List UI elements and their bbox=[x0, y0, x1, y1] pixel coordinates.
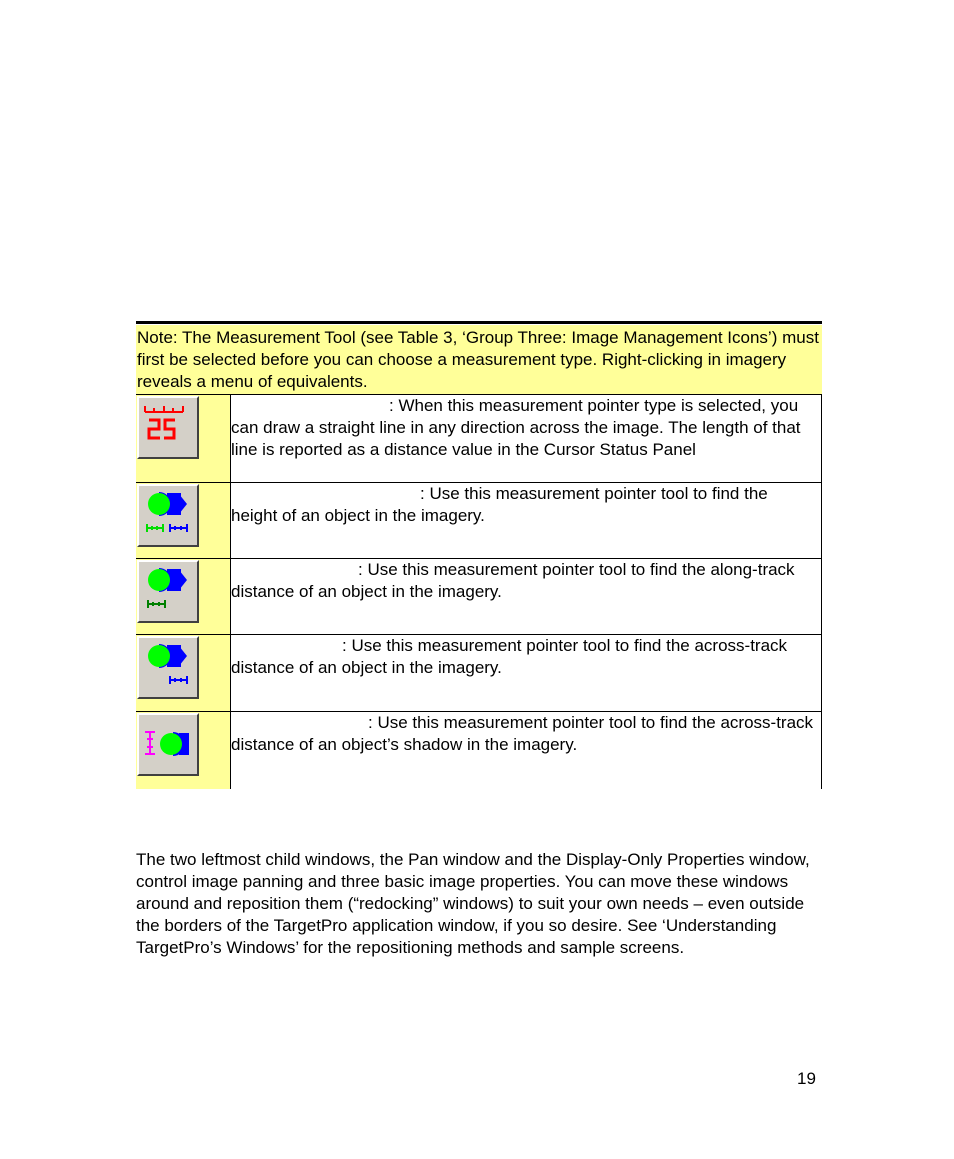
table-row bbox=[136, 635, 822, 712]
page-number: 19 bbox=[797, 1069, 816, 1088]
table-row bbox=[136, 483, 822, 559]
measurement-pointer-table bbox=[136, 321, 822, 789]
ruler-25-icon bbox=[137, 396, 199, 459]
across-track-description: : Use this measurement pointer tool to find the across-track distance of an object in the imagery. bbox=[231, 635, 822, 711]
height-measure-icon bbox=[137, 484, 199, 547]
across-track-measure-icon bbox=[137, 636, 199, 699]
along-track-measure-icon bbox=[137, 560, 199, 623]
height-description: : Use this measurement pointer tool to find the height of an object in the imagery. bbox=[231, 483, 822, 558]
table-row bbox=[136, 712, 822, 789]
shadow-measure-icon bbox=[137, 713, 199, 776]
body-paragraph: The two leftmost child windows, the Pan window and the Display-Only Properties window, control image panning and three basic image properties. You can move these windows around and reposition them (“redocking” windows) to suit your own needs – even outside the borders of the TargetPro application window, if you so desire. See ‘Understanding TargetPro’s Windows’ for the repositioning methods and sample screens. bbox=[136, 850, 810, 957]
table-note: Note: The Measurement Tool (see Table 3, ‘Group Three: Image Management Icons’) must first be selected before you can choose a measurement type. Right-clicking in imagery reveals a menu of equivalents. bbox=[136, 325, 822, 395]
table-row bbox=[136, 559, 822, 635]
shadow-description: : Use this measurement pointer tool to find the across-track distance of an object’s shadow in the imagery. bbox=[231, 712, 822, 789]
along-track-description: : Use this measurement pointer tool to find the along-track distance of an object in the imagery. bbox=[231, 559, 822, 634]
table-row bbox=[136, 395, 822, 483]
ruler-description: : When this measurement pointer type is selected, you can draw a straight line in any direction across the image. The length of that line is reported as a distance value in the Cursor Status Panel bbox=[231, 395, 822, 482]
